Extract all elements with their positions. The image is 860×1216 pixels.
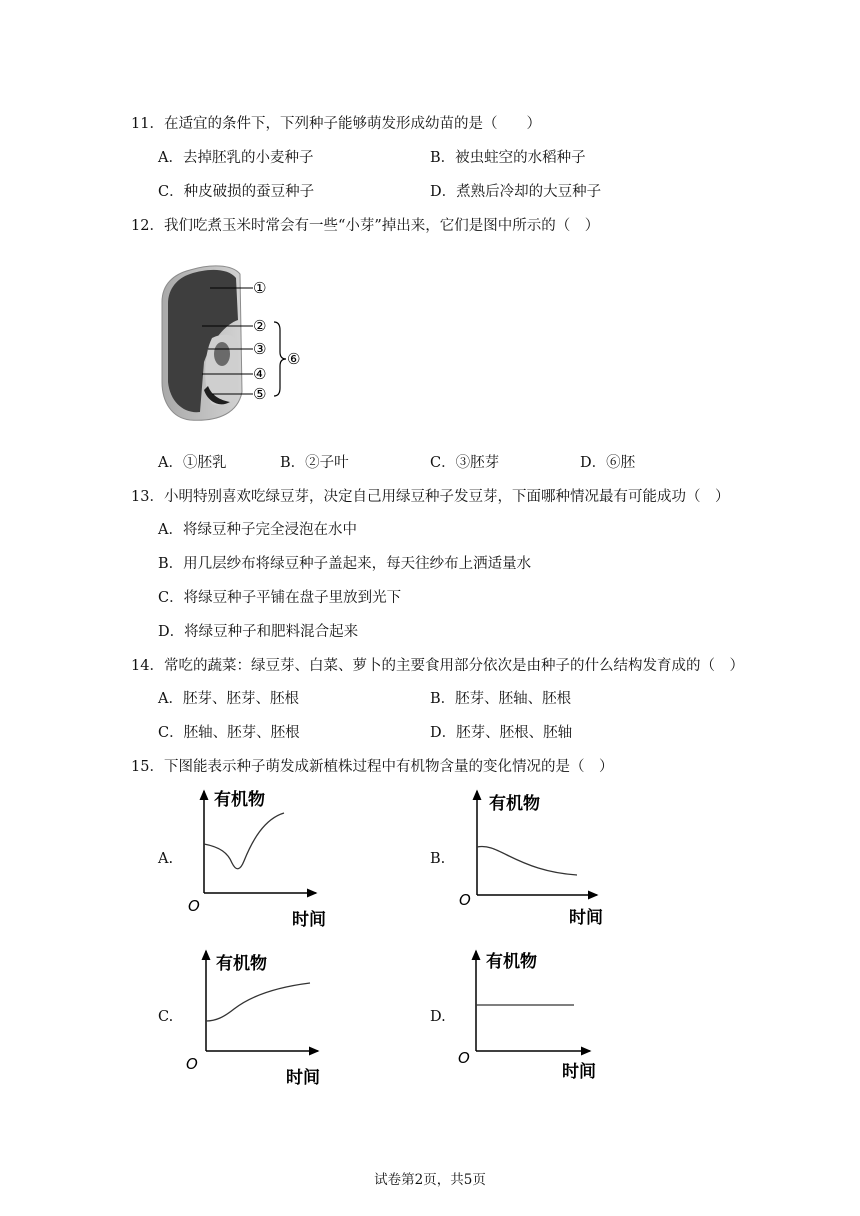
q14-option-b: B．胚芽、胚轴、胚根: [430, 691, 572, 707]
q11-option-b: B．被虫蛀空的水稻种子: [430, 150, 586, 166]
q14-stem: 14．常吃的蔬菜：绿豆芽、白菜、萝卜的主要食用部分依次是由种子的什么结构发育成的（ ）: [131, 658, 744, 674]
diagram-label-4: ④: [253, 365, 267, 383]
q13-option-b: B．用几层纱布将绿豆种子盖起来，每天往纱布上洒适量水: [158, 556, 532, 572]
q15-option-a: A.: [158, 851, 174, 867]
page-footer: 试卷第2页，共5页: [374, 1172, 486, 1188]
q11-option-c: C．种皮破损的蚕豆种子: [158, 184, 315, 200]
graph-d: [456, 945, 616, 1090]
q15-option-c: C.: [158, 1009, 174, 1025]
origin-label: O: [458, 1049, 470, 1067]
q11-stem: 11．在适宜的条件下，下列种子能够萌发形成幼苗的是（ ）: [131, 116, 541, 132]
y-label: 有机物: [214, 790, 265, 810]
q12-option-d: D．⑥胚: [580, 455, 636, 471]
diagram-label-3: ③: [253, 340, 267, 358]
q12-option-a: A．①胚乳: [158, 455, 227, 471]
curve-c: [206, 983, 310, 1021]
q15-option-d: D.: [430, 1009, 446, 1025]
q13-stem: 13．小明特别喜欢吃绿豆芽，决定自己用绿豆种子发豆芽，下面哪种情况最有可能成功（ ）: [131, 489, 730, 505]
diagram-label-6: ⑥: [287, 350, 301, 368]
y-label: 有机物: [486, 952, 537, 972]
x-label: 时间: [562, 1062, 596, 1082]
origin-label: O: [188, 897, 200, 915]
curve-a: [204, 813, 284, 869]
graph-c: [182, 945, 332, 1090]
x-label: 时间: [286, 1068, 320, 1088]
q12-stem: 12．我们吃煮玉米时常会有一些“小芽”掉出来，它们是图中所示的（ ）: [131, 218, 600, 234]
embryo-brace: [274, 322, 286, 396]
q15-stem: 15．下图能表示种子萌发成新植株过程中有机物含量的变化情况的是（ ）: [131, 759, 614, 775]
q12-option-b: B．②子叶: [280, 455, 349, 471]
q14-option-d: D．胚芽、胚根、胚轴: [430, 725, 573, 741]
q14-option-a: A．胚芽、胚芽、胚根: [158, 691, 299, 707]
y-label: 有机物: [216, 954, 267, 974]
graph-a: [180, 785, 330, 930]
x-label: 时间: [292, 910, 326, 930]
corn-seed-diagram: [150, 262, 310, 432]
q13-option-d: D．将绿豆种子和肥料混合起来: [158, 624, 359, 640]
diagram-label-1: ①: [253, 279, 267, 297]
q12-option-c: C．③胚芽: [430, 455, 500, 471]
q13-option-c: C．将绿豆种子平铺在盘子里放到光下: [158, 590, 402, 606]
origin-label: O: [459, 891, 471, 909]
graph-b: [455, 785, 625, 930]
q14-option-c: C．胚轴、胚芽、胚根: [158, 725, 300, 741]
q13-option-a: A．将绿豆种子完全浸泡在水中: [158, 522, 357, 538]
y-label: 有机物: [489, 794, 540, 814]
q11-option-a: A．去掉胚乳的小麦种子: [158, 150, 314, 166]
diagram-label-2: ②: [253, 317, 267, 335]
curve-b: [477, 846, 577, 875]
origin-label: O: [186, 1055, 198, 1073]
plumule-shape: [214, 342, 230, 366]
diagram-label-5: ⑤: [253, 385, 267, 403]
q15-option-b: B.: [430, 851, 446, 867]
q11-option-d: D．煮熟后冷却的大豆种子: [430, 184, 602, 200]
x-label: 时间: [569, 908, 603, 928]
